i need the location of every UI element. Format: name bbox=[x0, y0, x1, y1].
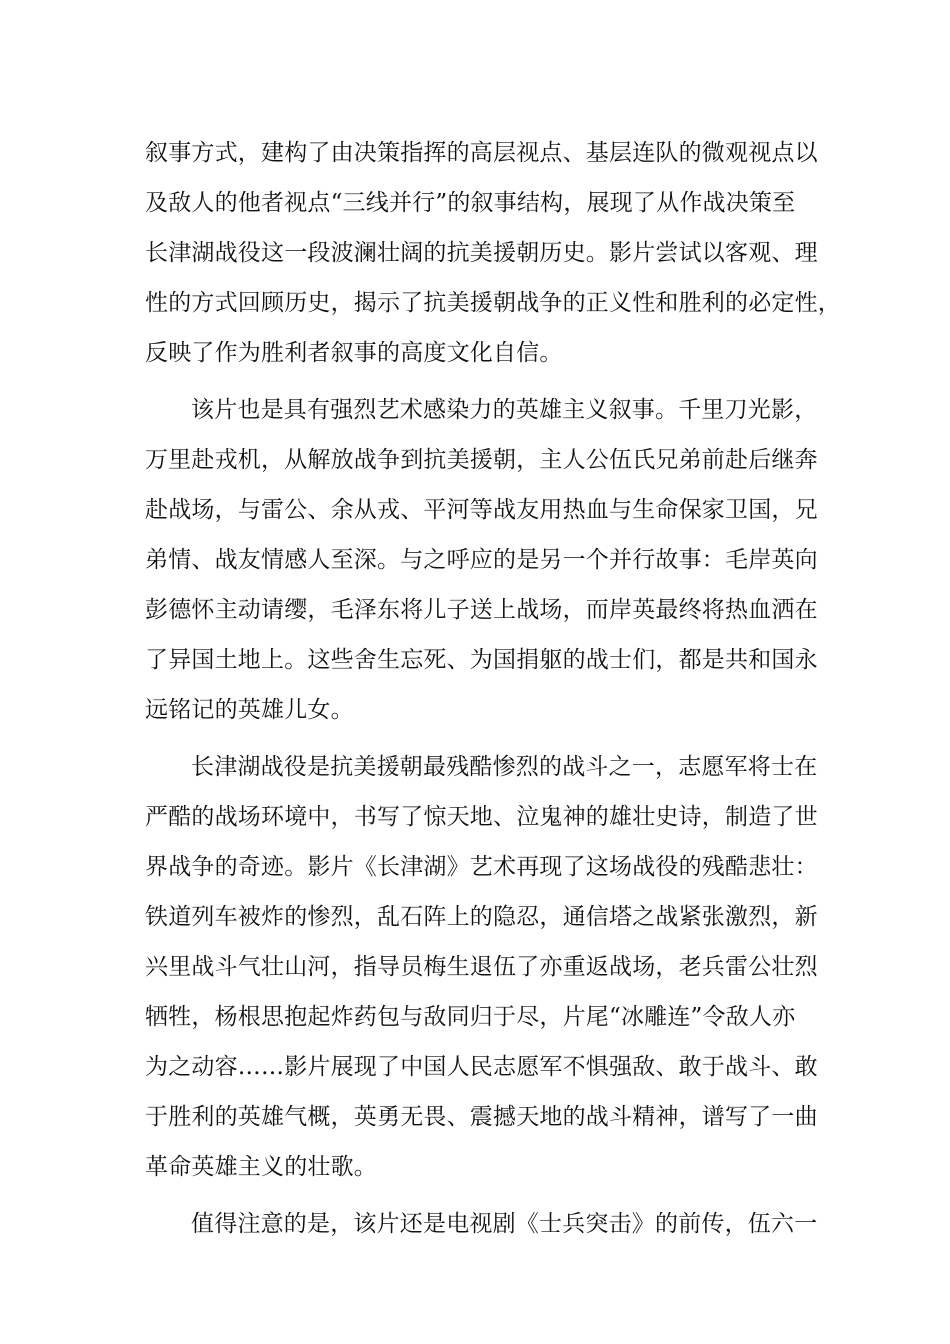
text-line: 为之动容……影片展现了中国人民志愿军不惧强敌、敢于战斗、敢 bbox=[145, 1054, 818, 1080]
text-line: 弟情、战友情感人至深。与之呼应的是另一个并行故事：毛岸英向 bbox=[145, 547, 818, 573]
body-text bbox=[145, 132, 841, 1260]
text-line: 及敌人的他者视点“三线并行”的叙事结构，展现了从作战决策至 bbox=[145, 190, 796, 216]
text-line: 性的方式回顾历史，揭示了抗美援朝战争的正义性和胜利的必定性， bbox=[145, 290, 841, 316]
text-line: 兴里战斗气壮山河，指导员梅生退伍了亦重返战场，老兵雷公壮烈 bbox=[145, 954, 818, 980]
text-line: 叙事方式，建构了由决策指挥的高层视点、基层连队的微观视点以 bbox=[145, 140, 818, 166]
text-line: 反映了作为胜利者叙事的高度文化自信。 bbox=[145, 340, 563, 366]
text-line: 赴战场，与雷公、余从戎、平河等战友用热血与生命保家卫国，兄 bbox=[145, 497, 818, 523]
text-line: 于胜利的英雄气概，英勇无畏、震撼天地的战斗精神，谱写了一曲 bbox=[145, 1104, 818, 1130]
text-line: 长津湖战役是抗美援朝最残酷惨烈的战斗之一，志愿军将士在 bbox=[191, 754, 818, 780]
text-line: 铁道列车被炸的惨烈，乱石阵上的隐忍，通信塔之战紧张激烈，新 bbox=[145, 904, 818, 930]
text-line: 该片也是具有强烈艺术感染力的英雄主义叙事。千里刀光影， bbox=[191, 397, 818, 423]
text-line: 革命英雄主义的壮歌。 bbox=[145, 1154, 377, 1180]
text-line: 了异国土地上。这些舍生忘死、为国捐躯的战士们，都是共和国永 bbox=[145, 647, 818, 673]
paragraph-3 bbox=[145, 746, 825, 1196]
text-line: 值得注意的是，该片还是电视剧《士兵突击》的前传，伍六一 bbox=[191, 1211, 818, 1237]
text-line: 万里赴戎机，从解放战争到抗美援朝，主人公伍氏兄弟前赴后继奔 bbox=[145, 447, 818, 473]
text-line: 严酷的战场环境中，书写了惊天地、泣鬼神的雄壮史诗，制造了世 bbox=[145, 804, 818, 830]
paragraph-1 bbox=[145, 132, 841, 382]
text-line: 界战争的奇迹。影片《长津湖》艺术再现了这场战役的残酷悲壮： bbox=[145, 854, 818, 880]
text-line: 长津湖战役这一段波澜壮阔的抗美援朝历史。影片尝试以客观、理 bbox=[145, 240, 818, 266]
paragraph-2 bbox=[145, 389, 825, 739]
paragraph-4 bbox=[145, 1203, 825, 1253]
text-line: 牺牲，杨根思抱起炸药包与敌同归于尽，片尾“冰雕连”令敌人亦 bbox=[145, 1004, 796, 1030]
text-line: 彭德怀主动请缨，毛泽东将儿子送上战场，而岸英最终将热血洒在 bbox=[145, 597, 818, 623]
text-line: 远铭记的英雄儿女。 bbox=[145, 697, 354, 723]
